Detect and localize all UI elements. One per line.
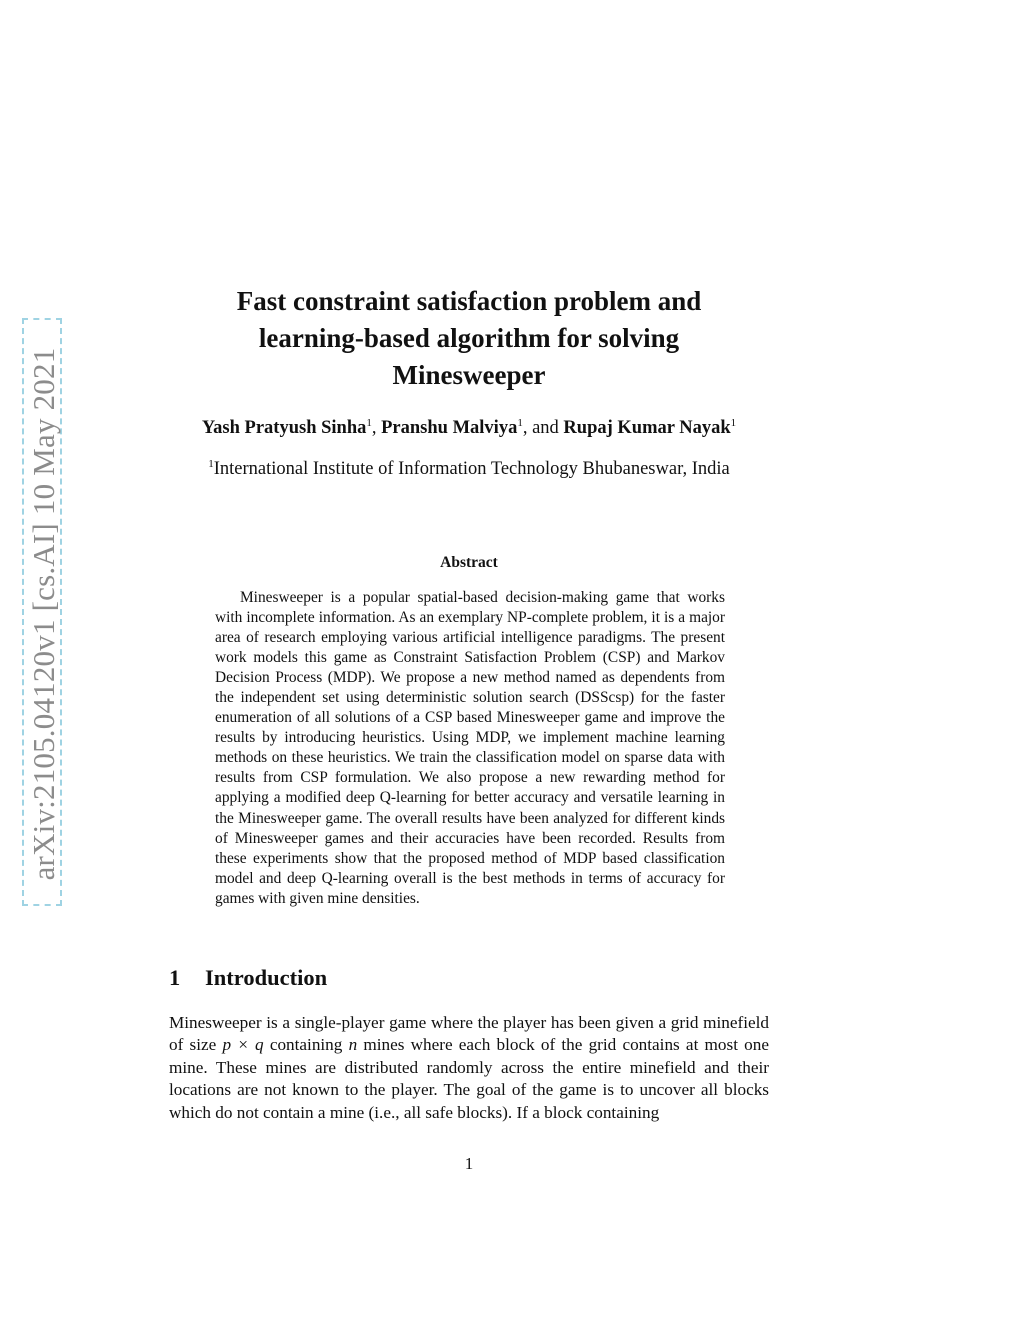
arxiv-stamp [22, 318, 62, 906]
author-separator: , and [522, 418, 564, 438]
affiliation-text: International Institute of Information Technology Bhubaneswar, India [213, 459, 730, 479]
math-expression: n [348, 1035, 358, 1055]
body-text: mines where each block of the grid contains at most one mine. These mines are distributed randomly across the entire minefield and their locations are not known to the player. The goal of the game is to uncover all blocks which do not contain a mine (i.e., all safe blocks). If a block containing [169, 1035, 769, 1122]
abstract-text: Minesweeper is a popular spatial-based decision-making game that works with incomplete information. As an exemplary NP-complete problem, it is a major area of research employing various artificial intelligence paradigms. The present work models this game as Constraint Satisfaction Problem (CSP) and Markov Decision Process (MDP). We propose a new method named as dependents from the independent set using deterministic solution search (DSScsp) for the faster enumeration of all solutions of a CSP based Minesweeper game and improve the results by introducing heuristics. Using MDP, we implement machine learning methods on these heuristics. We train the classification model on sparse data with results from CSP formulation. We also propose a new rewarding method for applying a modified deep Q-learning for better accuracy and versatile learning in the Minesweeper game. The overall results have been analyzed for different kinds of Minesweeper games and their accuracies have been recorded. Results from these experiments show that the proposed method of MDP based classification model and deep Q-learning overall is the best methods in terms of accuracy for games with given mine densities. [215, 589, 725, 907]
affiliation-mark: 1 [208, 458, 214, 470]
affiliation-mark: 1 [517, 417, 523, 429]
affiliation-mark: 1 [366, 417, 372, 429]
arxiv-identifier: arXiv:2105.04120v1 [cs.AI] 10 May 2021 [26, 347, 61, 881]
abstract-heading: Abstract [440, 554, 498, 571]
title-line: Fast constraint satisfaction problem and [236, 286, 702, 316]
affiliation-mark: 1 [730, 417, 737, 429]
section-title: Introduction [205, 965, 328, 990]
affiliation [150, 457, 788, 481]
author-separator: , [371, 418, 382, 438]
body-text: Minesweeper is a single-player game where the player has been given a grid minefield of size [169, 1013, 769, 1055]
author-name: Yash Pratyush Sinha [201, 418, 367, 438]
author-list [150, 416, 788, 440]
title-line: learning-based algorithm for solving [258, 323, 680, 353]
math-expression: p × q [222, 1035, 264, 1055]
introduction-text [169, 1012, 769, 1124]
body-text: containing [263, 1035, 349, 1055]
title-line: Minesweeper [392, 360, 546, 390]
paper-title [169, 283, 769, 394]
author-name: Pranshu Malviya [381, 418, 518, 438]
author-name: Rupaj Kumar Nayak [563, 418, 731, 438]
section-number: 1 [169, 965, 181, 990]
section-heading [169, 964, 327, 992]
page-number: 1 [464, 1154, 474, 1173]
